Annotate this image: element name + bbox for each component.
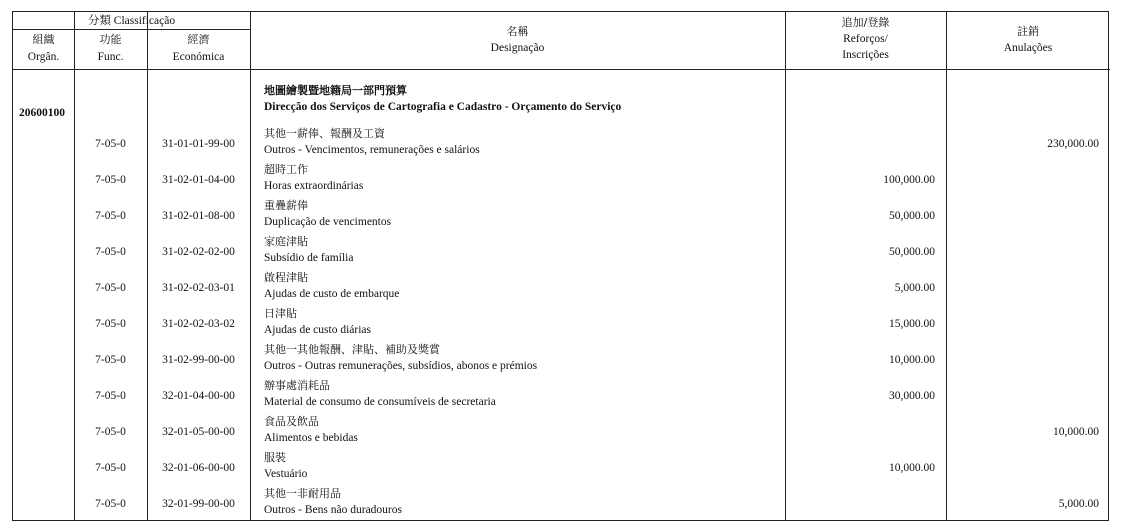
row-designation-pt: Duplicação de vencimentos bbox=[264, 216, 392, 228]
row-anulacao-value: 5,000.00 bbox=[1058, 498, 1099, 510]
row-econ-code: 32-01-04-00-00 bbox=[162, 390, 235, 402]
section-title-pt: Direcção dos Serviços de Cartografia e Cadastro - Orçamento do Serviço bbox=[264, 101, 622, 113]
col-divider-organ bbox=[74, 12, 75, 520]
row-econ-code: 31-02-01-08-00 bbox=[162, 210, 235, 222]
row-designation-zh: 日津貼 bbox=[264, 307, 297, 320]
row-anulacao-value: 230,000.00 bbox=[1047, 138, 1099, 150]
row-reforco-value: 10,000.00 bbox=[889, 354, 935, 366]
budget-table bbox=[12, 11, 1109, 521]
classification-header-line bbox=[13, 29, 250, 30]
func-header-zh: 功能 bbox=[99, 33, 122, 46]
reforcos-header-zh: 追加/登錄 bbox=[841, 16, 890, 29]
row-designation-zh: 重疊薪俸 bbox=[264, 199, 308, 212]
row-designation-zh: 超時工作 bbox=[264, 163, 308, 176]
row-func-code: 7-05-0 bbox=[95, 246, 126, 258]
row-designation-pt: Ajudas de custo diárias bbox=[264, 324, 371, 336]
econ-header-pt: Económica bbox=[172, 51, 225, 63]
row-econ-code: 31-02-02-03-01 bbox=[162, 282, 235, 294]
row-func-code: 7-05-0 bbox=[95, 138, 126, 150]
organ-header-pt: Orgân. bbox=[27, 51, 60, 63]
row-designation-pt: Alimentos e bebidas bbox=[264, 432, 358, 444]
row-designation-zh: 食品及飲品 bbox=[264, 415, 319, 428]
row-reforco-value: 10,000.00 bbox=[889, 462, 935, 474]
section-title-zh: 地圖繪製暨地籍局一部門預算 bbox=[264, 84, 407, 97]
row-econ-code: 31-02-02-02-00 bbox=[162, 246, 235, 258]
row-func-code: 7-05-0 bbox=[95, 462, 126, 474]
col-divider-func bbox=[147, 12, 148, 520]
row-designation-zh: 其他一薪俸、報酬及工資 bbox=[264, 127, 385, 140]
row-designation-zh: 家庭津貼 bbox=[264, 235, 308, 248]
row-designation-zh: 其他一非耐用品 bbox=[264, 487, 341, 500]
row-func-code: 7-05-0 bbox=[95, 426, 126, 438]
col-divider-reforcos bbox=[946, 12, 947, 520]
row-designation-pt: Horas extraordinárias bbox=[264, 180, 364, 192]
row-designation-pt: Vestuário bbox=[264, 468, 308, 480]
row-func-code: 7-05-0 bbox=[95, 318, 126, 330]
col-divider-econ bbox=[250, 12, 251, 520]
anulacoes-header-zh: 註銷 bbox=[1017, 25, 1039, 38]
classification-header: 分類 Classificação bbox=[87, 15, 176, 27]
row-econ-code: 32-01-06-00-00 bbox=[162, 462, 235, 474]
row-designation-zh: 啟程津貼 bbox=[264, 271, 308, 284]
row-designation-pt: Outros - Vencimentos, remunerações e salários bbox=[264, 144, 480, 156]
row-econ-code: 31-02-99-00-00 bbox=[162, 354, 235, 366]
row-func-code: 7-05-0 bbox=[95, 210, 126, 222]
row-reforco-value: 30,000.00 bbox=[889, 390, 935, 402]
col-divider-designation bbox=[785, 12, 786, 520]
row-reforco-value: 50,000.00 bbox=[889, 210, 935, 222]
row-func-code: 7-05-0 bbox=[95, 282, 126, 294]
designation-header-pt: Designação bbox=[490, 42, 545, 54]
inscricoes-header-pt: Inscrições bbox=[842, 49, 889, 61]
reforcos-header-pt: Reforços/ bbox=[843, 33, 888, 45]
section-organ-code: 20600100 bbox=[19, 107, 65, 119]
organ-header-zh: 組織 bbox=[32, 33, 55, 46]
row-econ-code: 32-01-99-00-00 bbox=[162, 498, 235, 510]
func-header-pt: Func. bbox=[97, 51, 124, 63]
row-reforco-value: 5,000.00 bbox=[894, 282, 935, 294]
row-anulacao-value: 10,000.00 bbox=[1053, 426, 1099, 438]
row-econ-code: 31-02-02-03-02 bbox=[162, 318, 235, 330]
row-func-code: 7-05-0 bbox=[95, 390, 126, 402]
row-designation-pt: Outros - Bens não duradouros bbox=[264, 504, 402, 516]
designation-header-zh: 名稱 bbox=[506, 25, 529, 38]
row-designation-pt: Outros - Outras remunerações, subsídios, abonos e prémios bbox=[264, 360, 538, 372]
row-designation-zh: 其他一其他報酬、津貼、補助及獎賞 bbox=[264, 343, 440, 356]
row-reforco-value: 100,000.00 bbox=[883, 174, 935, 186]
row-reforco-value: 50,000.00 bbox=[889, 246, 935, 258]
row-func-code: 7-05-0 bbox=[95, 498, 126, 510]
row-designation-pt: Subsídio de família bbox=[264, 252, 354, 264]
header-bottom-line bbox=[13, 69, 1110, 70]
row-designation-pt: Ajudas de custo de embarque bbox=[264, 288, 400, 300]
row-econ-code: 32-01-05-00-00 bbox=[162, 426, 235, 438]
row-func-code: 7-05-0 bbox=[95, 174, 126, 186]
row-reforco-value: 15,000.00 bbox=[889, 318, 935, 330]
row-designation-pt: Material de consumo de consumíveis de secretaria bbox=[264, 396, 496, 408]
row-econ-code: 31-01-01-99-00 bbox=[162, 138, 235, 150]
row-designation-zh: 辦事處消耗品 bbox=[264, 379, 330, 392]
row-econ-code: 31-02-01-04-00 bbox=[162, 174, 235, 186]
econ-header-zh: 經濟 bbox=[187, 33, 210, 46]
row-func-code: 7-05-0 bbox=[95, 354, 126, 366]
row-designation-zh: 服裝 bbox=[264, 451, 286, 464]
anulacoes-header-pt: Anulações bbox=[1003, 42, 1053, 54]
